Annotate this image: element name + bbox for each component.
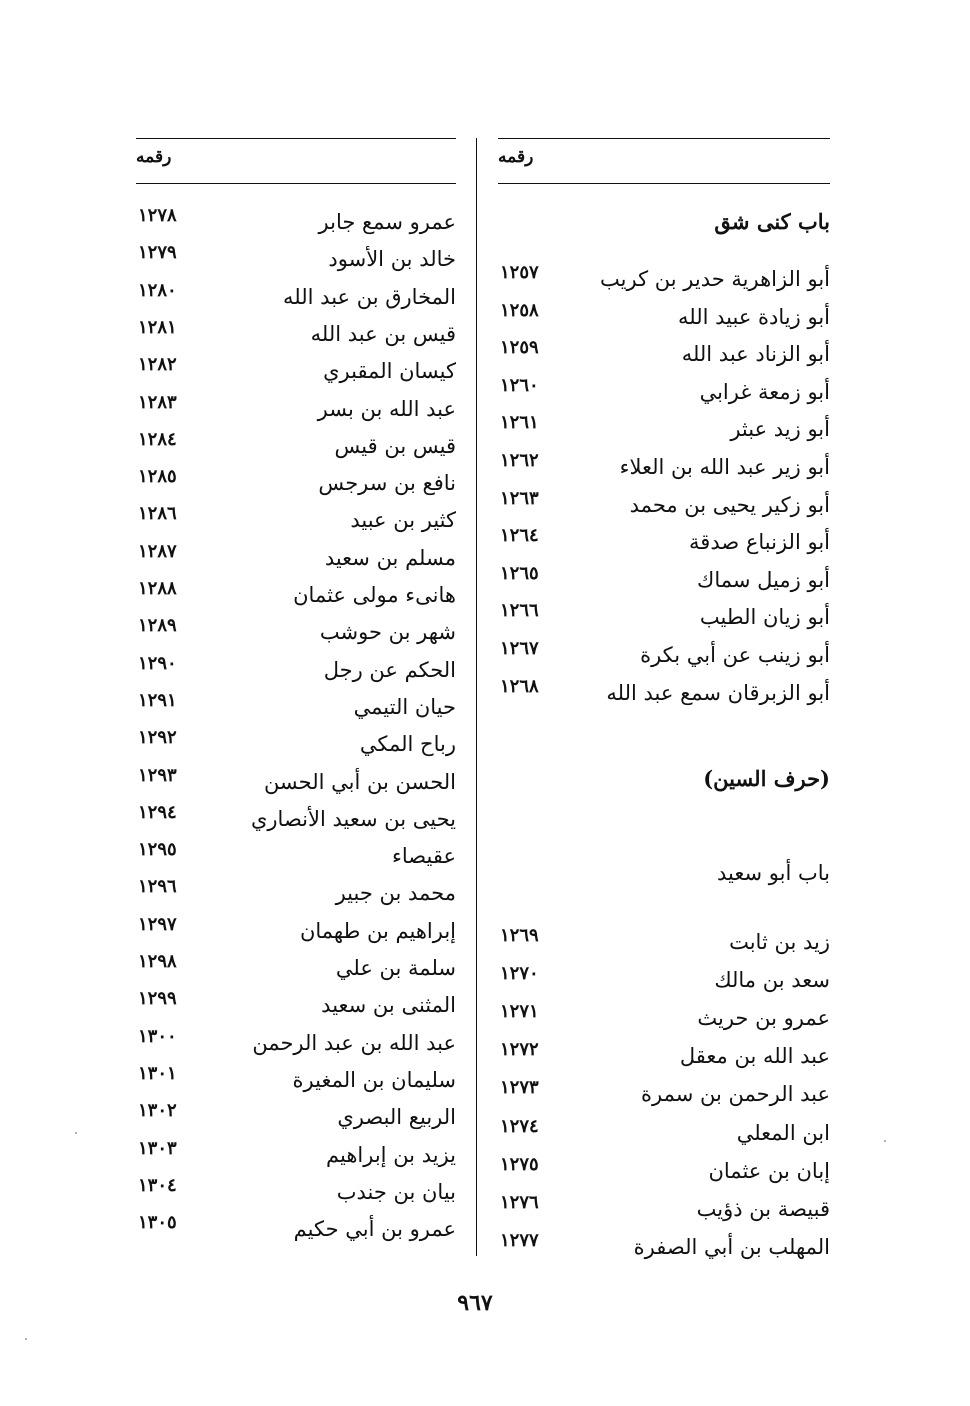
- list-item: [136, 392, 456, 422]
- number-column-header: رقمه: [136, 147, 172, 167]
- list-item: [136, 914, 456, 944]
- list-item: [498, 1116, 830, 1146]
- list-item: [136, 690, 456, 720]
- entry-number: ١٢٦٦: [500, 600, 539, 622]
- list-item: [136, 354, 456, 384]
- list-item: [136, 317, 456, 347]
- list-item: [498, 638, 830, 668]
- entry-number: ١٢٧٥: [500, 1153, 539, 1175]
- scan-speck: [25, 1338, 27, 1340]
- list-item: [136, 727, 456, 757]
- entry-name: أبو زيادة عبيد الله: [678, 304, 830, 329]
- entry-name: عمرو بن أبي حكيم: [293, 1217, 456, 1242]
- entry-number: ١٢٨٤: [138, 428, 177, 450]
- entry-number: ١٢٩٥: [138, 839, 177, 861]
- entry-number: ١٢٦٠: [500, 374, 539, 396]
- entry-name: كيسان المقبري: [323, 359, 456, 384]
- entry-name: قبيصة بن ذؤيب: [696, 1196, 830, 1221]
- list-item: [136, 876, 456, 906]
- entry-number: ١٢٨٠: [138, 279, 177, 301]
- header-rule-top: [498, 138, 830, 139]
- list-item: [136, 429, 456, 459]
- list-item: [498, 1039, 830, 1069]
- list-item: [136, 802, 456, 832]
- entry-name: عمرو بن حريث: [697, 1006, 830, 1031]
- header-rule-bottom: [498, 183, 830, 184]
- entry-number: ١٢٦٤: [500, 525, 539, 547]
- list-item: [498, 963, 830, 993]
- number-column-header: رقمه: [498, 147, 534, 167]
- list-item: [498, 337, 830, 367]
- entry-name: محمد بن جبير: [335, 881, 456, 906]
- entry-name: أبو الزاهرية حدير بن كريب: [600, 267, 830, 291]
- entry-number: ١٢٧٧: [500, 1229, 539, 1251]
- entry-number: ١٢٩١: [138, 689, 177, 711]
- entry-name: عبد الله بن بسر: [317, 396, 456, 421]
- entry-number: ١٢٩٧: [138, 913, 177, 935]
- entry-name: قيس بن قيس: [334, 433, 456, 458]
- list-item: [136, 242, 456, 272]
- entry-number: ١٢٨٨: [138, 578, 177, 599]
- list-item: [136, 988, 456, 1018]
- list-item: [498, 450, 830, 480]
- entry-number: ١٢٩٠: [138, 652, 177, 674]
- entry-number: ١٢٩٤: [138, 801, 177, 823]
- list-item: [498, 300, 830, 330]
- entry-name: مسلم بن سعيد: [324, 545, 456, 570]
- entry-name: نافع بن سرجس: [318, 471, 456, 496]
- entry-number: ١٢٧٨: [138, 205, 177, 226]
- list-item: [498, 563, 830, 593]
- entry-name: سعد بن مالك: [714, 968, 830, 993]
- scan-speck: [75, 1132, 77, 1134]
- entry-number: ١٢٨١: [138, 316, 177, 338]
- list-item: [136, 1138, 456, 1168]
- entry-number: ١٣٠٠: [138, 1025, 177, 1047]
- entry-name: هانىء مولى عثمان: [293, 583, 456, 607]
- entry-number: ١٢٧١: [500, 1001, 539, 1023]
- entry-name: المهلب بن أبي الصفرة: [633, 1234, 830, 1259]
- entry-number: ١٢٨٢: [138, 354, 177, 376]
- list-item: [136, 578, 456, 608]
- entry-name: المثنى بن سعيد: [321, 993, 456, 1018]
- entry-number: ١٢٦٨: [500, 675, 539, 697]
- entry-name: عبد الله بن عبد الرحمن: [252, 1030, 456, 1055]
- entry-number: ١٢٩٣: [138, 764, 177, 786]
- entry-name: عمرو سمع جابر: [318, 210, 456, 234]
- column-divider: [476, 138, 477, 1256]
- entry-number: ١٢٩٦: [138, 876, 177, 898]
- entry-number: ١٢٧٣: [500, 1077, 539, 1099]
- entry-number: ١٢٦٣: [500, 487, 539, 509]
- list-item: [136, 1026, 456, 1056]
- entry-number: ١٢٨٩: [138, 615, 177, 637]
- entry-name: أبو زمعة غرابي: [699, 379, 830, 404]
- entry-number: ١٢٩٩: [138, 988, 177, 1010]
- list-item: [136, 1063, 456, 1093]
- entry-name: كثير بن عبيد: [350, 508, 456, 533]
- entry-name: خالد بن الأسود: [328, 247, 456, 272]
- entry-name: شهر بن حوشب: [319, 620, 456, 645]
- entry-name: الحسن بن أبي الحسن: [263, 769, 456, 794]
- entry-number: ١٢٧٤: [500, 1115, 539, 1137]
- list-item: [136, 765, 456, 795]
- list-item: [498, 600, 830, 630]
- list-item: [136, 503, 456, 533]
- entry-number: ١٢٧٩: [138, 242, 177, 264]
- entry-number: ١٢٥٩: [500, 337, 539, 359]
- entry-number: ١٢٧٦: [500, 1191, 539, 1213]
- list-item: [136, 541, 456, 571]
- entry-number: ١٣٠١: [138, 1062, 177, 1084]
- entry-name: الحكم عن رجل: [323, 657, 456, 682]
- entry-name: يزيد بن إبراهيم: [326, 1142, 456, 1167]
- header-rule-bottom: [136, 183, 456, 184]
- entry-name: زيد بن ثابت: [729, 930, 830, 954]
- list-item: [498, 1230, 830, 1260]
- letter-heading: (حرف السين): [703, 766, 830, 791]
- scan-speck: [884, 1140, 886, 1142]
- entry-name: رباح المكي: [359, 732, 456, 757]
- entry-name: الربيع البصري: [337, 1105, 456, 1130]
- entry-name: يحيى بن سعيد الأنصاري: [250, 806, 456, 831]
- list-item: [498, 676, 830, 706]
- entry-name: المخارق بن عبد الله: [283, 284, 456, 309]
- list-item: [498, 1077, 830, 1107]
- entry-name: حيان التيمي: [353, 694, 456, 719]
- list-item: [498, 412, 830, 442]
- entry-name: أبو زيان الطيب: [699, 605, 830, 630]
- entry-number: ١٢٨٣: [138, 391, 177, 413]
- entry-number: ١٢٧٠: [500, 963, 539, 985]
- list-item: [136, 205, 456, 235]
- entry-number: ١٢٩٨: [138, 951, 177, 972]
- entry-name: عقيصاء: [392, 844, 456, 869]
- entry-name: إبراهيم بن طهمان: [299, 918, 456, 943]
- entry-number: ١٢٦٩: [500, 925, 539, 946]
- entry-name: بيان بن جندب: [336, 1179, 456, 1204]
- list-item: [498, 925, 830, 955]
- entry-number: ١٣٠٤: [138, 1174, 177, 1196]
- entry-number: ١٢٧٢: [500, 1039, 539, 1061]
- entry-name: أبو زيد عبثر: [730, 417, 830, 442]
- list-item: [498, 525, 830, 555]
- list-item: [498, 488, 830, 518]
- entry-name: أبو الزنباع صدقة: [689, 530, 830, 555]
- entry-name: أبو الزبرقان سمع عبد الله: [606, 680, 830, 705]
- list-item: [498, 1154, 830, 1184]
- entry-name: أبو زكير يحيى بن محمد: [629, 492, 830, 517]
- entry-number: ١٢٥٨: [500, 299, 539, 321]
- list-item: [136, 466, 456, 496]
- entry-name: أبو زير عبد الله بن العلاء: [619, 455, 830, 479]
- page-number: ٩٦٧: [457, 1290, 493, 1316]
- entry-name: عبد الله بن معقل: [679, 1044, 830, 1069]
- list-item: [136, 839, 456, 869]
- list-item: [136, 653, 456, 683]
- list-item: [498, 1001, 830, 1031]
- list-item: [136, 1212, 456, 1242]
- entry-number: ١٢٨٦: [138, 503, 177, 525]
- entry-number: ١٣٠٥: [138, 1212, 177, 1234]
- entry-name: أبو زميل سماك: [697, 567, 830, 592]
- header-rule-top: [136, 138, 456, 139]
- entry-number: ١٢٦٧: [500, 638, 539, 659]
- entry-number: ١٢٦٢: [500, 450, 539, 471]
- entry-number: ١٣٠٣: [138, 1137, 177, 1159]
- entry-name: عبد الرحمن بن سمرة: [641, 1082, 830, 1107]
- entry-number: ١٣٠٢: [138, 1100, 177, 1122]
- list-item: [498, 1192, 830, 1222]
- list-item: [136, 280, 456, 310]
- entry-name: إبان بن عثمان: [708, 1158, 830, 1183]
- entry-name: قيس بن عبد الله: [310, 321, 456, 346]
- list-item: [136, 615, 456, 645]
- entry-name: سلمة بن علي: [335, 956, 456, 980]
- entry-name: أبو زينب عن أبي بكرة: [640, 643, 830, 667]
- section-title: باب أبو سعيد: [717, 861, 830, 885]
- list-item: [498, 262, 830, 292]
- entry-number: ١٢٩٢: [138, 727, 177, 749]
- list-item: [136, 1175, 456, 1205]
- entry-name: ابن المعلي: [736, 1120, 830, 1145]
- entry-number: ١٢٨٧: [138, 540, 177, 562]
- entry-name: سليمان بن المغيرة: [292, 1067, 456, 1092]
- entry-number: ١٢٦١: [500, 412, 539, 434]
- entry-number: ١٢٥٧: [500, 262, 539, 283]
- list-item: [136, 951, 456, 981]
- entry-name: أبو الزناد عبد الله: [681, 342, 830, 367]
- entry-number: ١٢٦٥: [500, 562, 539, 584]
- list-item: [498, 375, 830, 405]
- entry-number: ١٢٨٥: [138, 466, 177, 488]
- list-item: [136, 1100, 456, 1130]
- section-title: باب كنى شق: [714, 209, 830, 234]
